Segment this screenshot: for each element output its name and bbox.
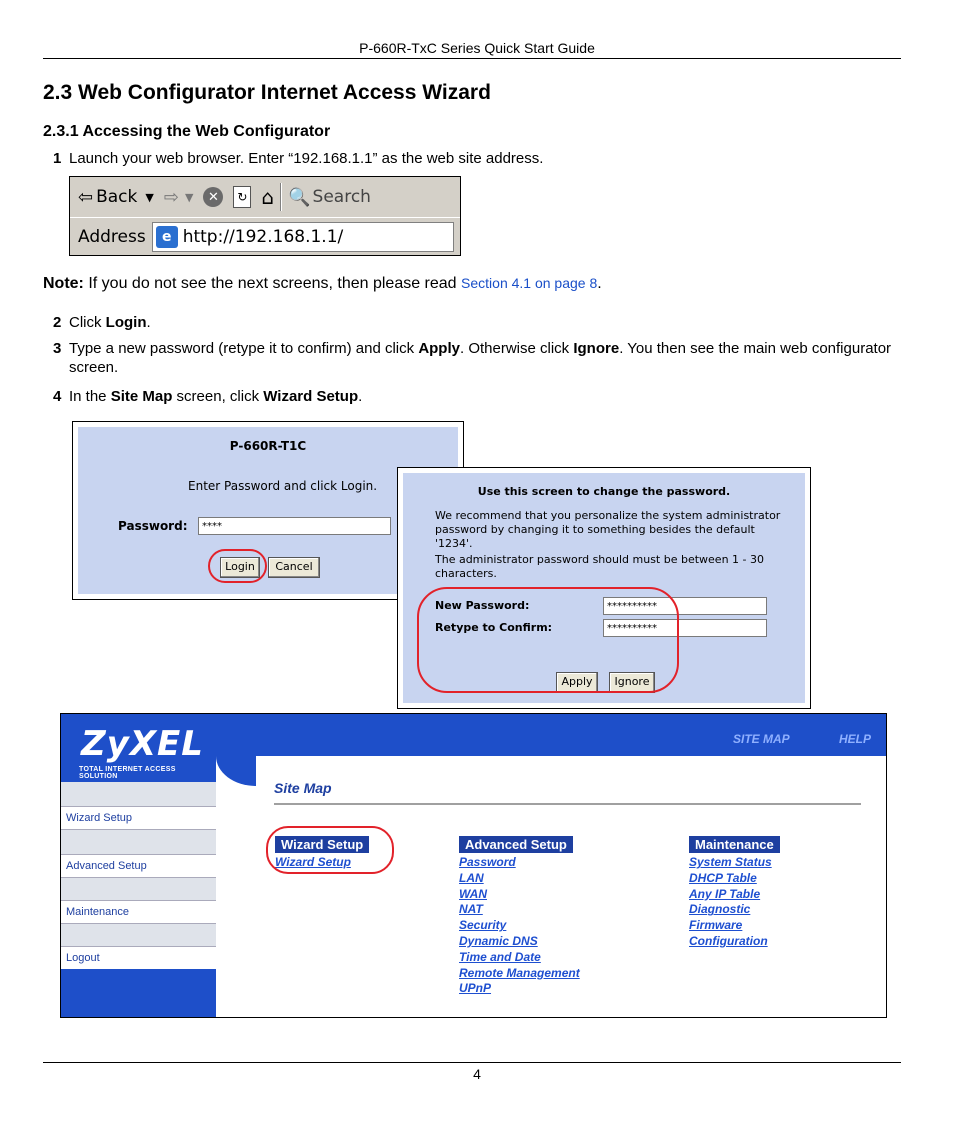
device-title: P-660R-T1C (229, 439, 307, 453)
password-highlight-ring (417, 587, 679, 693)
maintenance-links (689, 855, 772, 950)
header-rule (43, 58, 901, 59)
link-password[interactable]: Password (459, 855, 516, 869)
menu-spacer (61, 924, 216, 946)
apply-button[interactable]: Apply (556, 672, 598, 693)
link-firmware[interactable]: Firmware (689, 918, 743, 933)
subsection-heading: 2.3.1 Accessing the Web Configurator (43, 123, 331, 140)
stop-icon[interactable]: ✕ (203, 187, 223, 207)
link-configuration[interactable]: Configuration (689, 933, 768, 948)
address-bar[interactable] (152, 222, 454, 252)
menu-advanced-setup[interactable]: Advanced Setup (61, 854, 216, 878)
link-lan[interactable]: LAN (459, 870, 484, 885)
footer-rule (43, 1062, 901, 1063)
step-text-part: In the (69, 388, 111, 405)
address-url: http://192.168.1.1/ (182, 227, 344, 247)
note-text: If you do not see the next screens, then please read (83, 275, 462, 292)
search-icon: 🔍 (288, 186, 311, 208)
menu-footer-block (61, 969, 216, 1017)
wizard-setup-heading: Wizard Setup (275, 836, 369, 853)
step-text-part: . (358, 388, 363, 405)
step-bold: Ignore (573, 340, 620, 357)
advanced-setup-links (459, 855, 580, 997)
toolbar-separator (280, 183, 282, 211)
step-text-part: . You then see the main web configurator screen. (69, 340, 892, 376)
link-security[interactable]: Security (459, 918, 507, 933)
menu-spacer (61, 878, 216, 900)
section-heading: 2.3 Web Configurator Internet Access Wizard (43, 81, 491, 104)
step-bold: Login (105, 314, 147, 331)
page-number: 4 (473, 1066, 481, 1082)
step-number: 1 (53, 150, 62, 167)
step-text-part: Click (69, 314, 106, 331)
section-link[interactable]: Section 4.1 on page 8 (461, 275, 598, 291)
step-number: 3 (53, 340, 62, 357)
link-dynamic-dns[interactable]: Dynamic DNS (459, 933, 538, 948)
browser-toolbar (69, 176, 461, 256)
running-header: P-660R-TxC Series Quick Start Guide (359, 40, 595, 56)
step-text (69, 339, 901, 377)
retype-password-label: Retype to Confirm: (435, 621, 553, 634)
title-rule (274, 803, 861, 805)
change-password-screen (397, 467, 811, 709)
site-map-link[interactable]: SITE MAP (733, 732, 790, 746)
link-nat[interactable]: NAT (459, 902, 483, 917)
zyxel-tagline: TOTAL INTERNET ACCESS SOLUTION (79, 766, 176, 780)
step-text (69, 387, 909, 406)
step-bold: Site Map (110, 388, 173, 405)
ignore-button[interactable]: Ignore (609, 672, 655, 693)
link-time-and-date[interactable]: Time and Date (459, 949, 541, 964)
back-dropdown-icon[interactable]: ▼ (145, 190, 154, 204)
link-system-status[interactable]: System Status (689, 855, 772, 869)
forward-dropdown-icon[interactable]: ▼ (184, 190, 194, 204)
step-text-part: . (146, 314, 151, 331)
retype-password-input[interactable]: ********** (603, 619, 767, 637)
password-input[interactable]: **** (198, 517, 391, 535)
zyxel-site-map-screen (60, 713, 887, 1018)
link-wizard-setup[interactable]: Wizard Setup (275, 855, 351, 869)
new-password-label: New Password: (435, 599, 530, 612)
search-label: Search (312, 187, 371, 207)
cancel-button[interactable]: Cancel (268, 557, 320, 578)
step-4 (0, 387, 954, 407)
refresh-icon[interactable]: ↻ (233, 186, 251, 208)
search-button[interactable] (288, 187, 371, 208)
note-end: . (597, 275, 602, 292)
login-instruction: Enter Password and click Login. (188, 479, 378, 493)
address-label: Address (78, 227, 146, 247)
step-bold: Apply (418, 340, 460, 357)
step-text-part: Type a new password (retype it to confirm) and click (69, 340, 419, 357)
advanced-setup-heading: Advanced Setup (459, 836, 573, 853)
step-3 (0, 339, 954, 379)
menu-maintenance[interactable]: Maintenance (61, 900, 216, 924)
change-password-title: Use this screen to change the password. (477, 485, 731, 498)
note (43, 275, 903, 293)
menu-logout[interactable]: Logout (61, 946, 216, 970)
step-number: 2 (53, 314, 62, 331)
back-button[interactable] (78, 187, 137, 208)
password-label: Password: (118, 519, 188, 533)
link-diagnostic[interactable]: Diagnostic (689, 902, 751, 917)
login-button[interactable]: Login (220, 557, 260, 578)
home-icon[interactable]: ⌂ (261, 185, 275, 209)
login-highlight-ring (208, 549, 267, 583)
change-password-para1: We recommend that you personalize the system administrator password by changing it to something besides the default '1234'. (435, 509, 781, 550)
link-any-ip-table[interactable]: Any IP Table (689, 886, 761, 901)
wizard-highlight-ring (266, 826, 394, 874)
menu-wizard-setup[interactable]: Wizard Setup (61, 806, 216, 830)
step-number: 4 (53, 388, 62, 405)
forward-arrow-icon[interactable]: ⇨ (163, 186, 179, 208)
menu-spacer (61, 782, 216, 806)
ie-page-icon: e (156, 226, 178, 248)
step-text: Launch your web browser. Enter “192.168.1.1” as the web site address. (69, 150, 544, 167)
step-1 (0, 149, 954, 169)
link-dhcp-table[interactable]: DHCP Table (689, 870, 757, 885)
step-text (69, 313, 909, 332)
note-label: Note: (43, 275, 84, 292)
maintenance-heading: Maintenance (689, 836, 780, 853)
new-password-input[interactable]: ********** (603, 597, 767, 615)
back-label: Back (96, 187, 138, 207)
link-remote-management[interactable]: Remote Management (459, 965, 580, 980)
step-text-part: . Otherwise click (459, 340, 574, 357)
step-2 (0, 313, 954, 333)
link-upnp[interactable]: UPnP (459, 981, 492, 996)
link-wan[interactable]: WAN (459, 886, 487, 901)
step-text-part: screen, click (172, 388, 264, 405)
top-bar-curve (216, 756, 256, 786)
page-title: Site Map (274, 780, 332, 796)
menu-spacer (61, 830, 216, 854)
change-password-para2: The administrator password should must be between 1 - 30 characters. (435, 553, 765, 580)
help-link[interactable]: HELP (839, 732, 872, 746)
back-arrow-icon: ⇦ (78, 186, 94, 208)
step-bold: Wizard Setup (263, 388, 359, 405)
zyxel-logo-area (61, 714, 216, 782)
zyxel-logo: ZyXEL (81, 724, 204, 764)
